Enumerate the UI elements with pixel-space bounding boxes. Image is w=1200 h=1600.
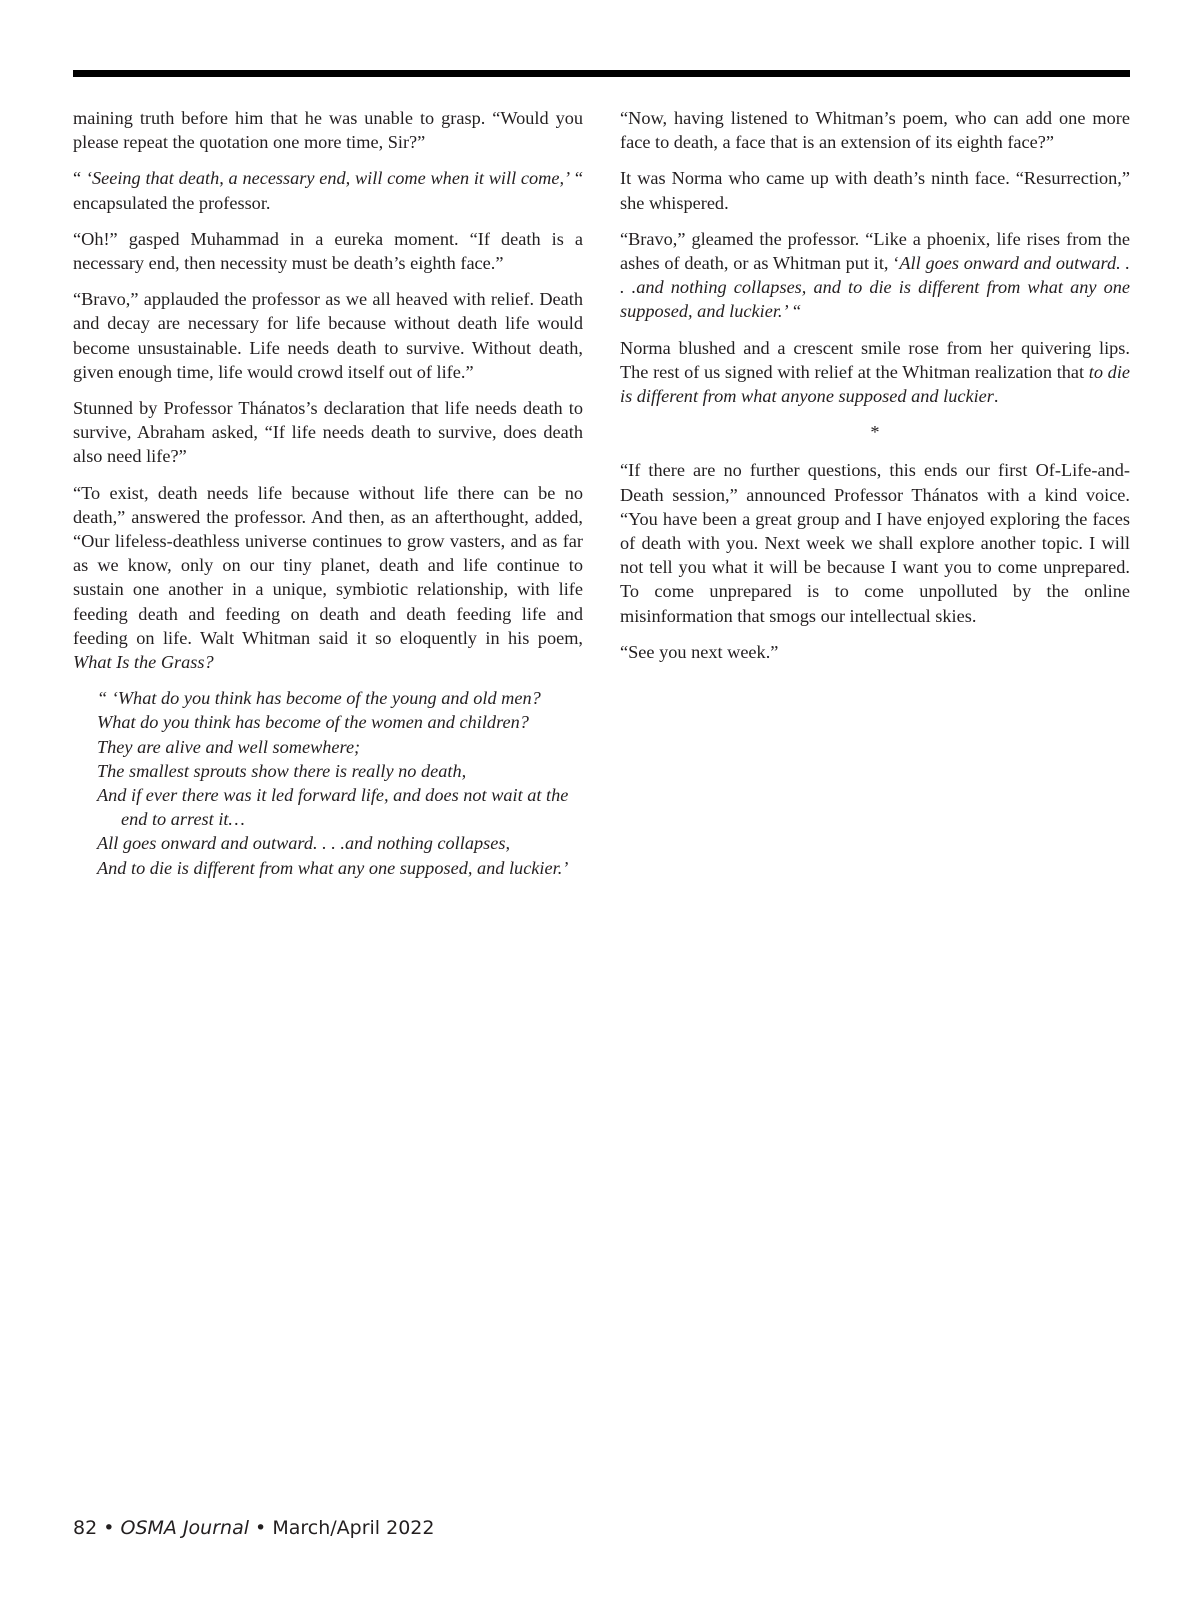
page-number: 82: [73, 1517, 98, 1539]
paragraph: “Bravo,” applauded the professor as we all heaved with relief. Death and decay are necessary for life because without death life would become unsustainable. Life needs death to survive. Without death, given enough time, life would crowd itself out of life.”: [73, 289, 583, 382]
paragraph: Stunned by Professor Thánatos’s declaration that life needs death to survive, Abraham asked, “If life needs death to survive, does death also need life?”: [73, 398, 583, 467]
paragraph: It was Norma who came up with death’s ninth face. “Resurrection,” she whispered.: [620, 168, 1130, 213]
poem-block: [97, 686, 583, 880]
right-column: [620, 106, 1130, 676]
paragraph: “See you next week.”: [620, 641, 779, 662]
paragraph: “ ‘Seeing that death, a necessary end, will come when it will come,’ “ encapsulated the professor.: [73, 168, 584, 213]
poem-line: “ ‘What do you think has become of the young and old men?: [97, 688, 541, 709]
poem-line: And if ever there was it led forward life, and does not wait at the end to arrest it…: [97, 785, 569, 830]
quotation: All goes onward and outward. . . .and nothing collapses, and to die is different from what any one supposed, and luckier.’ “: [620, 253, 1130, 322]
footer-bullet: •: [255, 1517, 267, 1539]
footer-bullet: •: [103, 1517, 115, 1539]
poem-line: The smallest sprouts show there is really no death,: [97, 760, 467, 781]
quotation: to die is different from what anyone supposed and luckier: [620, 361, 1131, 407]
paragraph: “If there are no further questions, this ends our first Of-Life-and-Death session,” announced Professor Thánatos with a kind voice. “You have been a great group and I have enjoyed exploring the faces of death with you. Next week we shall explore another topic. I will not tell you what it will be because I want you to come unprepared. To come unprepared is to come unpolluted by the online misinformation that smogs our intellectual skies.: [620, 460, 1130, 626]
journal-name: OSMA Journal: [120, 1517, 249, 1539]
paragraph: “Bravo,” gleamed the professor. “Like a phoenix, life rises from the ashes of death, or as Whitman put it, ‘All goes onward and outward. . . .and nothing collapses, and to die is different from what any one supposed, and luckier.’ “: [620, 228, 1130, 322]
left-column: [73, 106, 583, 880]
header-rule: [73, 70, 1130, 77]
paragraph: Norma blushed and a crescent smile rose from her quivering lips. The rest of us signed with relief at the Whitman realization that to die is different from what anyone supposed and luckier.: [620, 337, 1131, 407]
poem-line: What do you think has become of the women and children?: [97, 712, 529, 733]
poem-title: What Is the Grass?: [73, 652, 214, 673]
poem-line: And to die is different from what any one supposed, and luckier.’: [97, 857, 569, 878]
issue-date: March/April 2022: [272, 1517, 435, 1539]
page-footer: [73, 1517, 434, 1539]
section-separator: *: [870, 422, 880, 443]
paragraph: “Oh!” gasped Muhammad in a eureka moment. “If death is a necessary end, then necessity must be death’s eighth face.”: [73, 228, 583, 274]
paragraph: “Now, having listened to Whitman’s poem, who can add one more face to death, a face that is an extension of its eighth face?”: [620, 108, 1130, 153]
quotation: ‘Seeing that death, a necessary end, will come when it will come,’: [85, 168, 571, 189]
paragraph: “To exist, death needs life because without life there can be no death,” answered the professor. And then, as an afterthought, added, “Our lifeless-deathless universe continues to grow vasters, and as far as we know, only on our tiny planet, death and life continue to sustain one another in a unique, symbiotic relationship, with life feeding death and feeding on death and death feeding life and feeding on life. Walt Whitman said it so eloquently in his poem, What Is the Grass?: [73, 482, 583, 673]
poem-line: All goes onward and outward. . . .and nothing collapses,: [97, 833, 511, 854]
paragraph: maining truth before him that he was unable to grasp. “Would you please repeat the quotation one more time, Sir?”: [73, 108, 583, 153]
poem-line: They are alive and well somewhere;: [97, 736, 361, 757]
